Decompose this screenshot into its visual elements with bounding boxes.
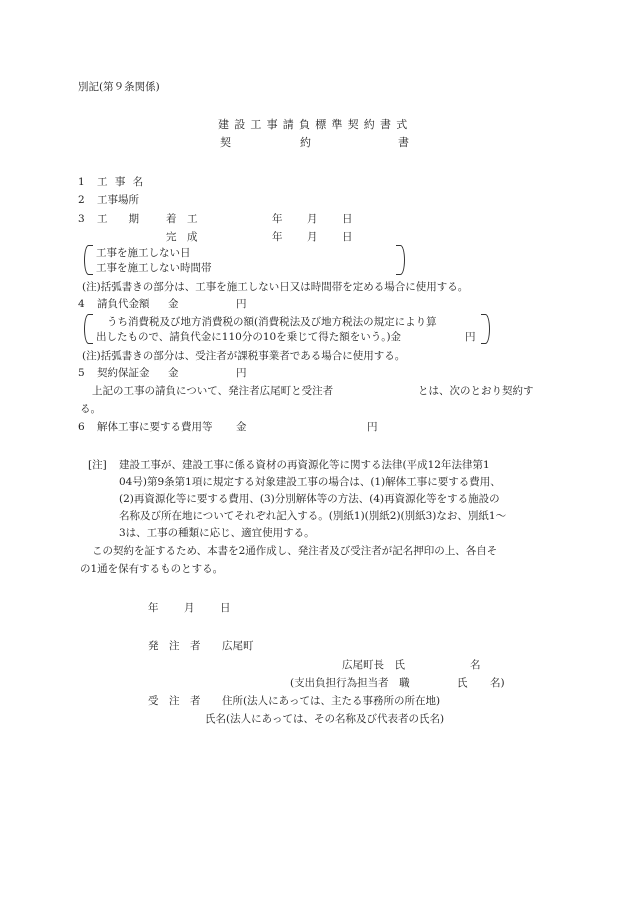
item-4-kin: 金 xyxy=(168,298,179,310)
item-5-kin: 金 xyxy=(168,367,179,379)
item-5-yen: 円 xyxy=(236,367,247,379)
contract-intro-a: 上記の工事の請負について、発注者広尾町と受注者 xyxy=(92,385,334,397)
sign-year: 年 xyxy=(148,602,159,614)
no-work-day: 工事を施工しない日 xyxy=(96,247,191,259)
start-month: 月 xyxy=(307,213,318,225)
note-2: (注)括弧書きの部分は、受注者が課税事業者である場合に使用する。 xyxy=(82,350,406,362)
officer-shi: 氏 xyxy=(457,677,468,689)
remark-line-2: 04号)第9条第1項に規定する対象建設工事の場合は、(1)解体工事に要する費用、 xyxy=(119,476,501,488)
end-day: 日 xyxy=(342,231,353,243)
item-2-label: 工事場所 xyxy=(97,194,139,206)
item-1-number: 1 xyxy=(78,176,85,188)
end-year: 年 xyxy=(272,231,283,243)
sign-day: 日 xyxy=(220,602,231,614)
mayor-label: 広尾町長 氏 xyxy=(342,659,405,671)
contractor-label: 受 注 者 xyxy=(148,695,201,707)
note-1: (注)括弧書きの部分は、工事を施工しない日又は時間帯を定める場合に使用する。 xyxy=(82,281,469,293)
item-3-label: 工 期 xyxy=(97,213,139,225)
item-5-number: 5 xyxy=(78,367,85,379)
officer-label: (支出負担行為担当者 職 xyxy=(290,677,410,689)
closing-line-1: この契約を証するため、本書を2通作成し、発注者及び受注者が記名押印の上、各自そ xyxy=(92,545,498,557)
bracket-left xyxy=(84,314,93,344)
start-label: 着 工 xyxy=(166,213,198,225)
remark-line-4: 名称及び所在地についてそれぞれ記入する。(別紙1)(別紙2)(別紙3)なお、別紙1～ xyxy=(119,510,507,522)
contractor-address: 住所(法人にあっては、主たる事務所の所在地) xyxy=(222,695,441,707)
closing-line-2: の1通を保有するものとする。 xyxy=(80,563,224,575)
mayor-mei: 名 xyxy=(470,659,481,671)
contract-intro-end: る。 xyxy=(80,403,101,415)
tax-line-1: うち消費税及び地方消費税の額(消費税法及び地方税法の規定により算 xyxy=(107,316,437,328)
contractor-name: 氏名(法人にあっては、その名称及び代表者の氏名) xyxy=(205,713,445,725)
item-6-yen: 円 xyxy=(367,421,378,433)
remark-line-5: 3は、工事の種類に応じ、適宜使用する。 xyxy=(119,527,315,539)
remark-line-1: 建設工事が、建設工事に係る資材の再資源化等に関する法律(平成12年法律第1 xyxy=(119,459,490,471)
annex-label: 別記(第９条関係) xyxy=(78,81,160,93)
item-5-label: 契約保証金 xyxy=(97,367,150,379)
item-4-number: 4 xyxy=(78,298,85,310)
document-title: 建設工事請負標準契約書式 xyxy=(218,118,413,131)
start-day: 日 xyxy=(342,213,353,225)
sign-month: 月 xyxy=(184,602,195,614)
bracket-right xyxy=(396,245,405,275)
title-char-sho: 書 xyxy=(398,136,409,149)
tax-yen: 円 xyxy=(465,331,476,343)
remark-label: [注] xyxy=(88,459,107,471)
no-work-hours: 工事を施工しない時間帯 xyxy=(96,262,212,274)
end-label: 完 成 xyxy=(166,231,198,243)
orderer-name: 広尾町 xyxy=(222,640,254,652)
end-month: 月 xyxy=(307,231,318,243)
orderer-label: 発 注 者 xyxy=(148,640,201,652)
item-6-number: 6 xyxy=(78,421,85,433)
title-char-yaku: 約 xyxy=(300,136,311,149)
bracket-right xyxy=(481,314,490,344)
item-6-label: 解体工事に要する費用等 xyxy=(97,421,213,433)
item-4-label: 請負代金額 xyxy=(97,298,150,310)
contract-intro-b: とは、次のとおり契約す xyxy=(418,385,534,397)
title-char-kei: 契 xyxy=(220,136,231,149)
item-4-yen: 円 xyxy=(236,298,247,310)
tax-line-2: 出したもので、請負代金に110分の10を乗じて得た額をいう。)金 xyxy=(96,331,402,343)
officer-mei: 名) xyxy=(490,677,505,689)
remark-line-3: (2)再資源化等に要する費用、(3)分別解体等の方法、(4)再資源化等をする施設の xyxy=(119,493,500,505)
start-year: 年 xyxy=(272,213,283,225)
item-2-number: 2 xyxy=(78,194,85,206)
bracket-left xyxy=(84,245,93,275)
item-6-kin: 金 xyxy=(236,421,247,433)
item-1-label: 工 事 名 xyxy=(97,176,146,188)
item-3-number: 3 xyxy=(78,213,85,225)
